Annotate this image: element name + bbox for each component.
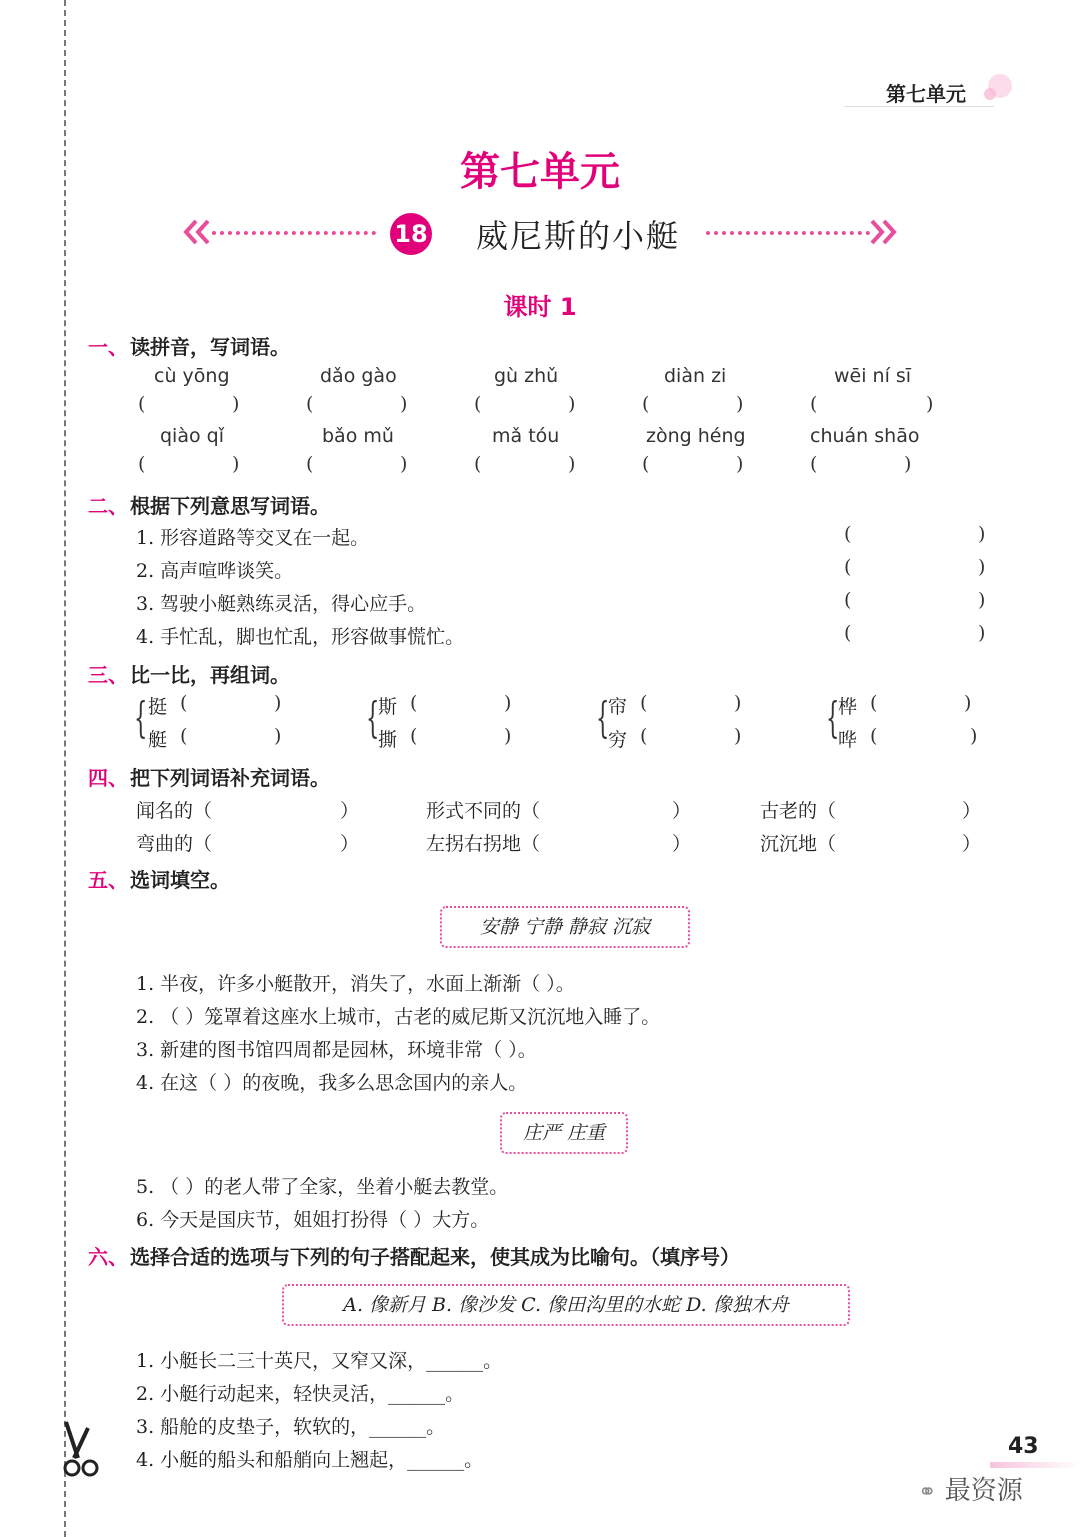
answer-open: ( xyxy=(474,393,482,415)
answer-close: ) xyxy=(736,393,744,415)
compare-char: 挺 xyxy=(148,696,168,718)
answer-open: ( xyxy=(306,393,314,415)
answer-close: ) xyxy=(274,692,282,714)
answer-open: ( xyxy=(640,692,648,714)
brace: { xyxy=(134,693,148,742)
answer-close: ) xyxy=(400,453,408,475)
header-unit-label: 第七单元 xyxy=(886,82,966,106)
pinyin: mǎ tóu xyxy=(492,425,560,447)
pinyin: diàn zi xyxy=(664,365,727,387)
question-line: 1. 半夜，许多小艇散开，消失了，水面上渐渐（ ）。 xyxy=(136,973,575,995)
section-title: 选词填空。 xyxy=(130,868,230,892)
section-5-heading xyxy=(88,864,230,893)
option-box: A. 像新月 B. 像沙发 C. 像田沟里的水蛇 D. 像独木舟 xyxy=(282,1284,850,1326)
answer-open: ( xyxy=(642,393,650,415)
answer-open: ( xyxy=(640,725,648,747)
section-title: 比一比，再组词。 xyxy=(130,663,290,687)
answer-close: ) xyxy=(970,725,978,747)
lesson-title-row xyxy=(0,205,1080,261)
section-number: 三、 xyxy=(88,663,128,687)
watermark-text: 最资源 xyxy=(944,1476,1023,1506)
answer-close: ) xyxy=(568,393,576,415)
answer-open: ( xyxy=(642,453,650,475)
question-line: 2. 高声喧哗谈笑。 xyxy=(136,560,294,582)
answer-close: ） xyxy=(672,800,692,822)
left-dotted-line xyxy=(212,231,376,235)
pinyin: chuán shāo xyxy=(810,425,920,447)
answer-open: ( xyxy=(870,725,878,747)
watermark xyxy=(918,1470,1023,1507)
question-line: 2. （ ）笼罩着这座水上城市，古老的威尼斯又沉沉地入睡了。 xyxy=(136,1006,661,1028)
answer-close: ) xyxy=(232,453,240,475)
answer-close: ) xyxy=(504,692,512,714)
answer-close: ) xyxy=(568,453,576,475)
answer-close: ) xyxy=(736,453,744,475)
answer-open: ( xyxy=(306,453,314,475)
right-chevrons-icon xyxy=(868,219,898,245)
period-label: 课时 1 xyxy=(503,293,577,321)
answer-open: ( xyxy=(180,725,188,747)
left-chevrons-icon xyxy=(182,219,212,245)
answer-close: ) xyxy=(232,393,240,415)
question-line: 1. 形容道路等交叉在一起。 xyxy=(136,527,370,549)
lesson-number-badge: 18 xyxy=(390,213,432,255)
question-line: 4. 手忙乱，脚也忙乱，形容做事慌忙。 xyxy=(136,626,465,648)
section-title: 把下列词语补充词语。 xyxy=(130,766,330,790)
compare-char: 哗 xyxy=(838,729,858,751)
pinyin: bǎo mǔ xyxy=(322,425,394,447)
answer-close: ) xyxy=(978,622,986,644)
question-line: 2. 小艇行动起来，轻快灵活，______。 xyxy=(136,1383,465,1405)
question-line: 4. 小艇的船头和船艄向上翘起，______。 xyxy=(136,1449,484,1471)
answer-open: ( xyxy=(180,692,188,714)
phrase-stem: 沉沉地（ xyxy=(760,833,837,855)
answer-close: ) xyxy=(978,589,986,611)
section-4-heading xyxy=(88,762,330,791)
pinyin: cù yōng xyxy=(154,365,230,387)
question-line: 4. 在这（ ）的夜晚，我多么思念国内的亲人。 xyxy=(136,1072,528,1094)
answer-close: ) xyxy=(734,692,742,714)
section-title: 根据下列意思写词语。 xyxy=(130,494,330,518)
lesson-title: 威尼斯的小艇 xyxy=(476,217,681,255)
answer-open: ( xyxy=(844,523,852,545)
answer-open: ( xyxy=(410,692,418,714)
answer-close: ） xyxy=(672,833,692,855)
phrase-stem: 形式不同的（ xyxy=(426,800,541,822)
answer-open: ( xyxy=(844,622,852,644)
pinyin: gù zhǔ xyxy=(494,365,559,387)
compare-char: 艇 xyxy=(148,729,168,751)
answer-close: ) xyxy=(504,725,512,747)
section-number: 二、 xyxy=(88,494,128,518)
answer-close: ) xyxy=(734,725,742,747)
answer-open: ( xyxy=(844,589,852,611)
pinyin: dǎo gào xyxy=(320,365,397,387)
brace: { xyxy=(366,693,380,742)
answer-close: ) xyxy=(926,393,934,415)
answer-open: ( xyxy=(410,725,418,747)
section-6-heading xyxy=(88,1241,740,1270)
question-line: 3. 船舱的皮垫子，软软的，______。 xyxy=(136,1416,446,1438)
answer-open: ( xyxy=(810,453,818,475)
phrase-stem: 左拐右拐地（ xyxy=(426,833,541,855)
section-3-heading xyxy=(88,659,290,688)
phrase-stem: 古老的（ xyxy=(760,800,837,822)
scissors-icon xyxy=(58,1420,100,1480)
section-number: 五、 xyxy=(88,868,128,892)
answer-close: ) xyxy=(978,523,986,545)
section-title: 选择合适的选项与下列的句子搭配起来，使其成为比喻句。（填序号） xyxy=(130,1245,740,1269)
compare-char: 穷 xyxy=(608,729,628,751)
answer-close: ) xyxy=(964,692,972,714)
question-line: 3. 新建的图书馆四周都是园林，环境非常（ ）。 xyxy=(136,1039,537,1061)
question-line: 1. 小艇长二三十英尺，又窄又深，______。 xyxy=(136,1350,503,1372)
compare-char: 帘 xyxy=(608,696,628,718)
answer-close: ） xyxy=(340,800,360,822)
question-line: 3. 驾驶小艇熟练灵活，得心应手。 xyxy=(136,593,427,615)
answer-close: ) xyxy=(978,556,986,578)
answer-open: ( xyxy=(138,393,146,415)
answer-close: ） xyxy=(962,833,982,855)
answer-open: ( xyxy=(138,453,146,475)
section-number: 一、 xyxy=(88,335,128,359)
compare-char: 斯 xyxy=(378,696,398,718)
answer-open: ( xyxy=(810,393,818,415)
brace: { xyxy=(596,693,610,742)
page-number: 43 xyxy=(1008,1434,1039,1459)
answer-open: ( xyxy=(870,692,878,714)
pinyin: qiào qǐ xyxy=(160,425,224,447)
page-number-bar xyxy=(990,1462,1080,1468)
word-choice-box: 庄严 庄重 xyxy=(500,1112,628,1154)
compare-char: 撕 xyxy=(378,729,398,751)
answer-close: ） xyxy=(962,800,982,822)
phrase-stem: 弯曲的（ xyxy=(136,833,213,855)
unit-title: 第七单元 xyxy=(460,149,620,195)
section-title: 读拼音，写词语。 xyxy=(130,335,290,359)
question-line: 6. 今天是国庆节，姐姐打扮得（ ）大方。 xyxy=(136,1209,490,1231)
flower-icon xyxy=(978,70,1018,110)
pinyin: wēi ní sī xyxy=(834,365,912,387)
word-choice-box: 安静 宁静 静寂 沉寂 xyxy=(440,906,690,948)
right-dotted-line xyxy=(706,231,870,235)
wechat-icon: ⚭ xyxy=(918,1480,937,1505)
answer-open: ( xyxy=(474,453,482,475)
section-number: 四、 xyxy=(88,766,128,790)
answer-close: ) xyxy=(400,393,408,415)
question-line: 5. （ ）的老人带了全家，坐着小艇去教堂。 xyxy=(136,1176,509,1198)
brace: { xyxy=(826,693,840,742)
answer-close: ) xyxy=(904,453,912,475)
section-1-heading xyxy=(88,331,290,360)
section-number: 六、 xyxy=(88,1245,128,1269)
answer-close: ) xyxy=(274,725,282,747)
section-2-heading xyxy=(88,490,330,519)
answer-close: ） xyxy=(340,833,360,855)
compare-char: 桦 xyxy=(838,696,858,718)
pinyin: zòng héng xyxy=(646,425,746,447)
header-divider xyxy=(844,106,994,107)
phrase-stem: 闻名的（ xyxy=(136,800,213,822)
answer-open: ( xyxy=(844,556,852,578)
